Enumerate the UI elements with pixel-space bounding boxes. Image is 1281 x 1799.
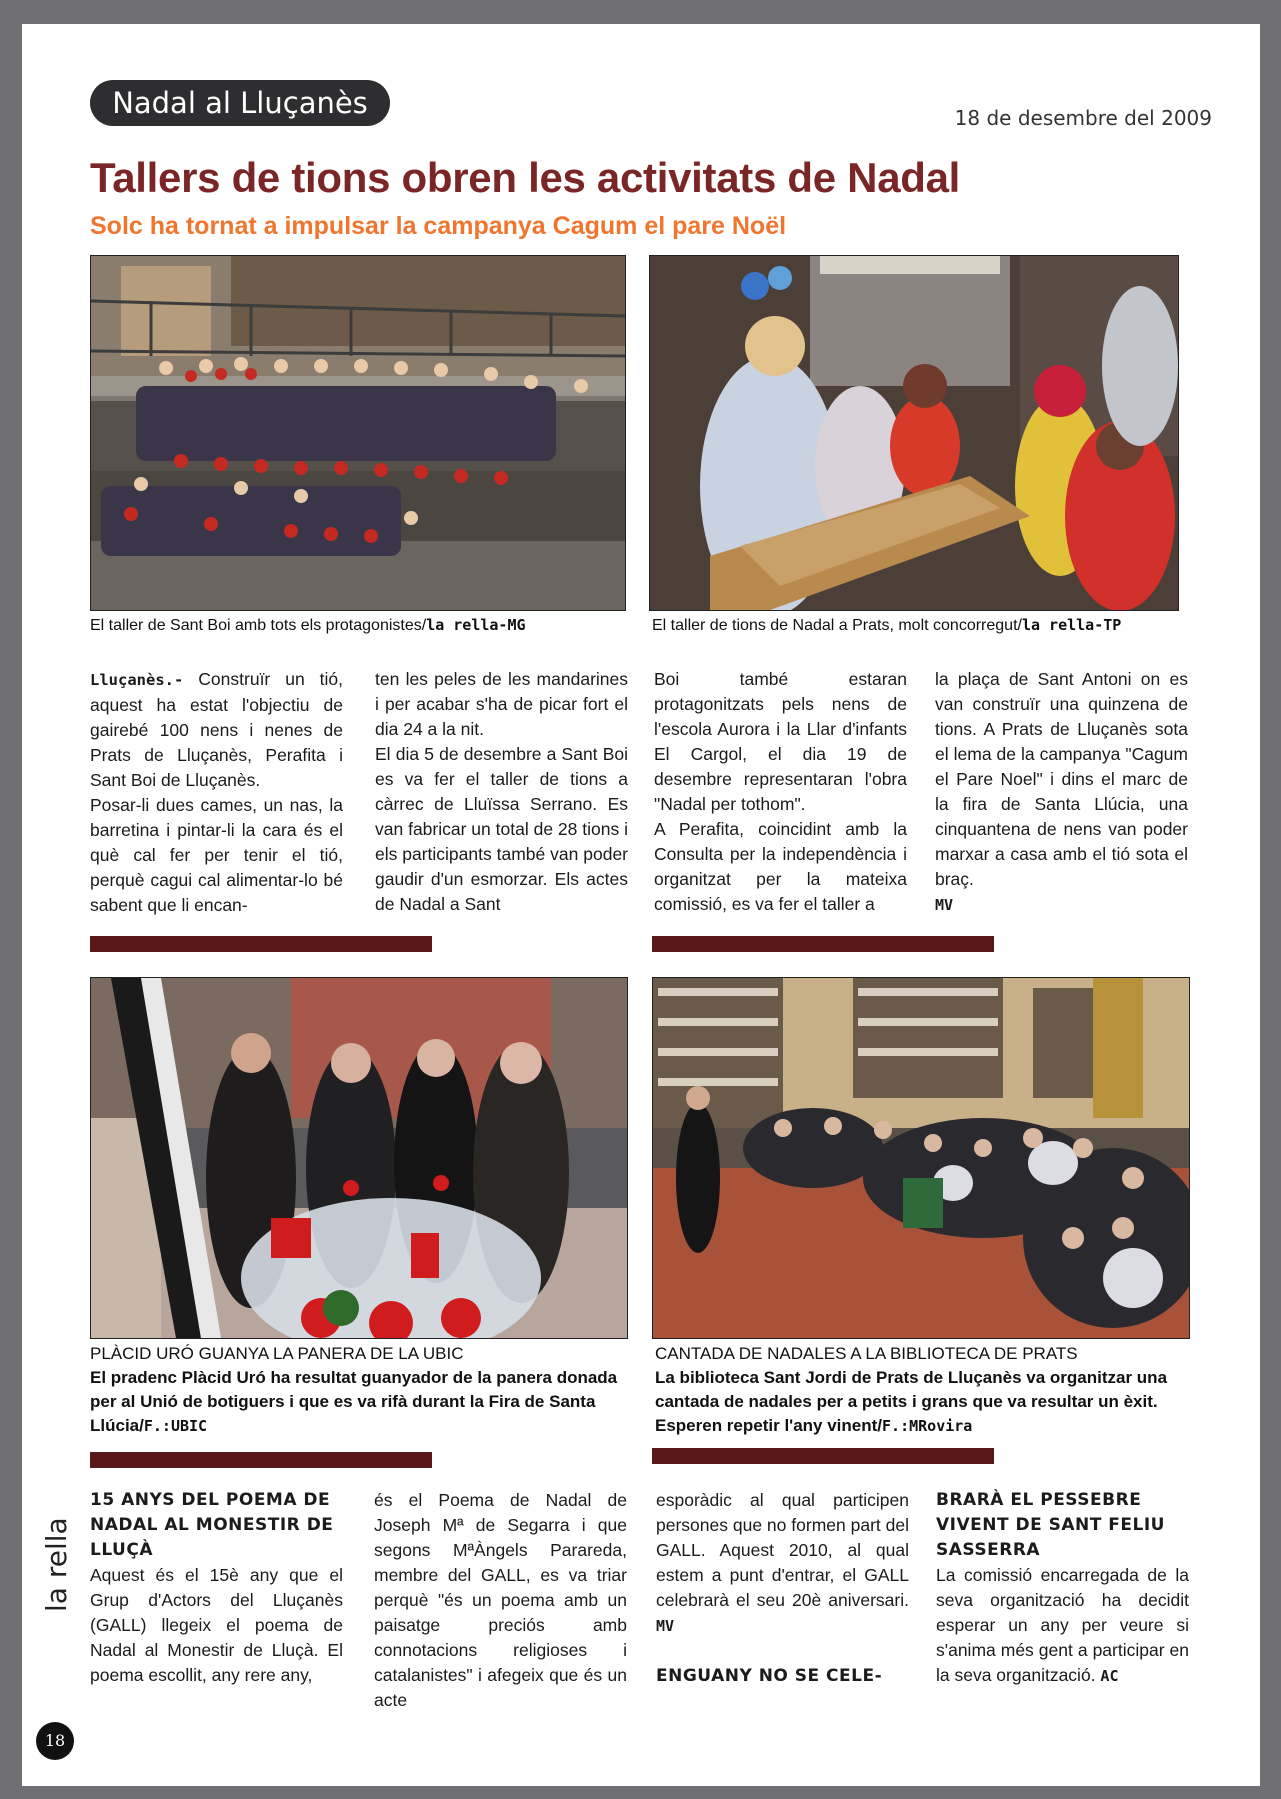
- pessebre-signature: AC: [1100, 1667, 1119, 1685]
- divider-bar: [652, 936, 994, 952]
- photo-caption-prats: El taller de tions de Nadal a Prats, molt concorregut/la rella-TP: [652, 616, 1122, 634]
- photo-credit: la rella-MG: [426, 616, 526, 634]
- poema-column-3: esporàdic al qual participen persones que no formen part del GALL. Aquest 2010, al qual estem a punt d'entrar, el GALL celebrarà el seu 20è aniversari. MV ENGUANY NO SE CELE-: [656, 1488, 909, 1689]
- poema-column-2: és el Poema de Nadal de Joseph Mª de Segarra i que segons MªÀngels Parareda, membre del GALL, es va triar perquè "és un poema amb un paisatge preciós amb connotacions religioses i catalanistes" i afegeix que és un acte: [374, 1490, 627, 1710]
- page-number: 18: [36, 1722, 74, 1760]
- divider-bar: [90, 1452, 432, 1468]
- photo-caption-biblioteca: CANTADA DE NADALES A LA BIBLIOTECA DE PRATS La biblioteca Sant Jordi de Prats de Lluçanès va organitzar una cantada de nadales per a petits i grans que va resultar un èxit. Esperen repetir l'any vinent/F.:MRovira: [655, 1342, 1195, 1438]
- divider-bar: [652, 1448, 994, 1464]
- caption-title: PLÀCID URÓ GUANYA LA PANERA DE LA UBIC: [90, 1344, 464, 1363]
- poema-signature: MV: [656, 1617, 675, 1635]
- caption-title: CANTADA DE NADALES A LA BIBLIOTECA DE PRATS: [655, 1344, 1078, 1363]
- article-column-2: ten les peles de les mandarines i per acabar s'ha de picar fort el dia 24 a la nit. El dia 5 de desembre a Sant Boi es va fer el taller de tions a càrrec de Lluïssa Serrano. Es van fabricar un total de 28 tions i els participants també van poder gaudir d'un esmorzar. Els actes de Nadal a Sant: [375, 669, 628, 914]
- poema-column-1: 15 ANYS DEL POEMA DE NADAL AL MONESTIR DE LLUÇÀ Aquest és el 15è any que el Grup d'Actors del Lluçanès (GALL) llegeix el poema de Nadal al Monestir de Lluçà. El poema escollit, any rere any,: [90, 1490, 343, 1685]
- photo-credit: F.:UBIC: [143, 1417, 208, 1435]
- article-column-1: Lluçanès.- Construïr un tió, aquest ha estat l'objectiu de gairebé 100 nens i nenes de Prats de Lluçanès, Perafita i Sant Boi de Lluçanès. Posar-li dues cames, un nas, la barretina i pintar-li la cara és el què cal fer per tenir el tió, perquè cagui cal alimentar-lo bé sabent que li encan-: [90, 669, 343, 915]
- photo-biblioteca-prats: [652, 977, 1190, 1339]
- photo-caption-sant-boi: El taller de Sant Boi amb tots els protagonistes/la rella-MG: [90, 616, 526, 634]
- pessebre-title-start: ENGUANY NO SE CELE-: [656, 1666, 883, 1686]
- subheadline: Solc ha tornat a impulsar la campanya Cagum el pare Noël: [90, 212, 787, 240]
- divider-bar: [90, 936, 432, 952]
- article-place: Lluçanès.-: [90, 671, 184, 689]
- pessebre-column: BRARÀ EL PESSEBRE VIVENT DE SANT FELIU SASSERRA La comissió encarregada de la seva organització ha decidit esperar un any per veure si s'anima més gent a participar en la seva organització. AC: [936, 1490, 1189, 1685]
- photo-panera-ubic: [90, 977, 628, 1339]
- poema-title: 15 ANYS DEL POEMA DE NADAL AL MONESTIR DE LLUÇÀ: [90, 1490, 334, 1560]
- section-label: Nadal al Lluçanès: [90, 80, 390, 126]
- pessebre-title-end: BRARÀ EL PESSEBRE VIVENT DE SANT FELIU SASSERRA: [936, 1490, 1165, 1560]
- photo-credit: la rella-TP: [1021, 616, 1122, 634]
- headline: Tallers de tions obren les activitats de Nadal: [90, 154, 961, 201]
- photo-credit: F.:MRovira: [882, 1417, 973, 1435]
- article-signature: MV: [935, 896, 954, 914]
- magazine-page: [22, 24, 1260, 1786]
- issue-date: 18 de desembre del 2009: [954, 106, 1212, 130]
- magazine-name: la rella: [40, 1517, 73, 1612]
- photo-caption-panera: PLÀCID URÓ GUANYA LA PANERA DE LA UBIC El pradenc Plàcid Uró ha resultat guanyador de la panera donada per al Unió de botiguers i que es va rifà durant la Fira de Santa Llúcia/F.:UBIC: [90, 1342, 624, 1438]
- photo-sant-boi-workshop: [90, 255, 626, 611]
- article-column-3: Boi també estaran protagonitzats pels nens de l'escola Aurora i la Llar d'infants El Cargol, el dia 19 de desembre representaran l'obra "Nadal per tothom". A Perafita, coincidint amb la Consulta per la independència i organitzat per la mateixa comissió, es va fer el taller a: [654, 669, 907, 914]
- article-column-4: la plaça de Sant Antoni on es van construïr una quinzena de tions. A Prats de Lluçanès sota el lema de la campanya "Cagum el Pare Noel" i dins el marc de la fira de Santa Llúcia, una cinquantena de nens van poder marxar a casa amb el tió sota el braç. MV: [935, 669, 1188, 914]
- photo-prats-workshop: [649, 255, 1179, 611]
